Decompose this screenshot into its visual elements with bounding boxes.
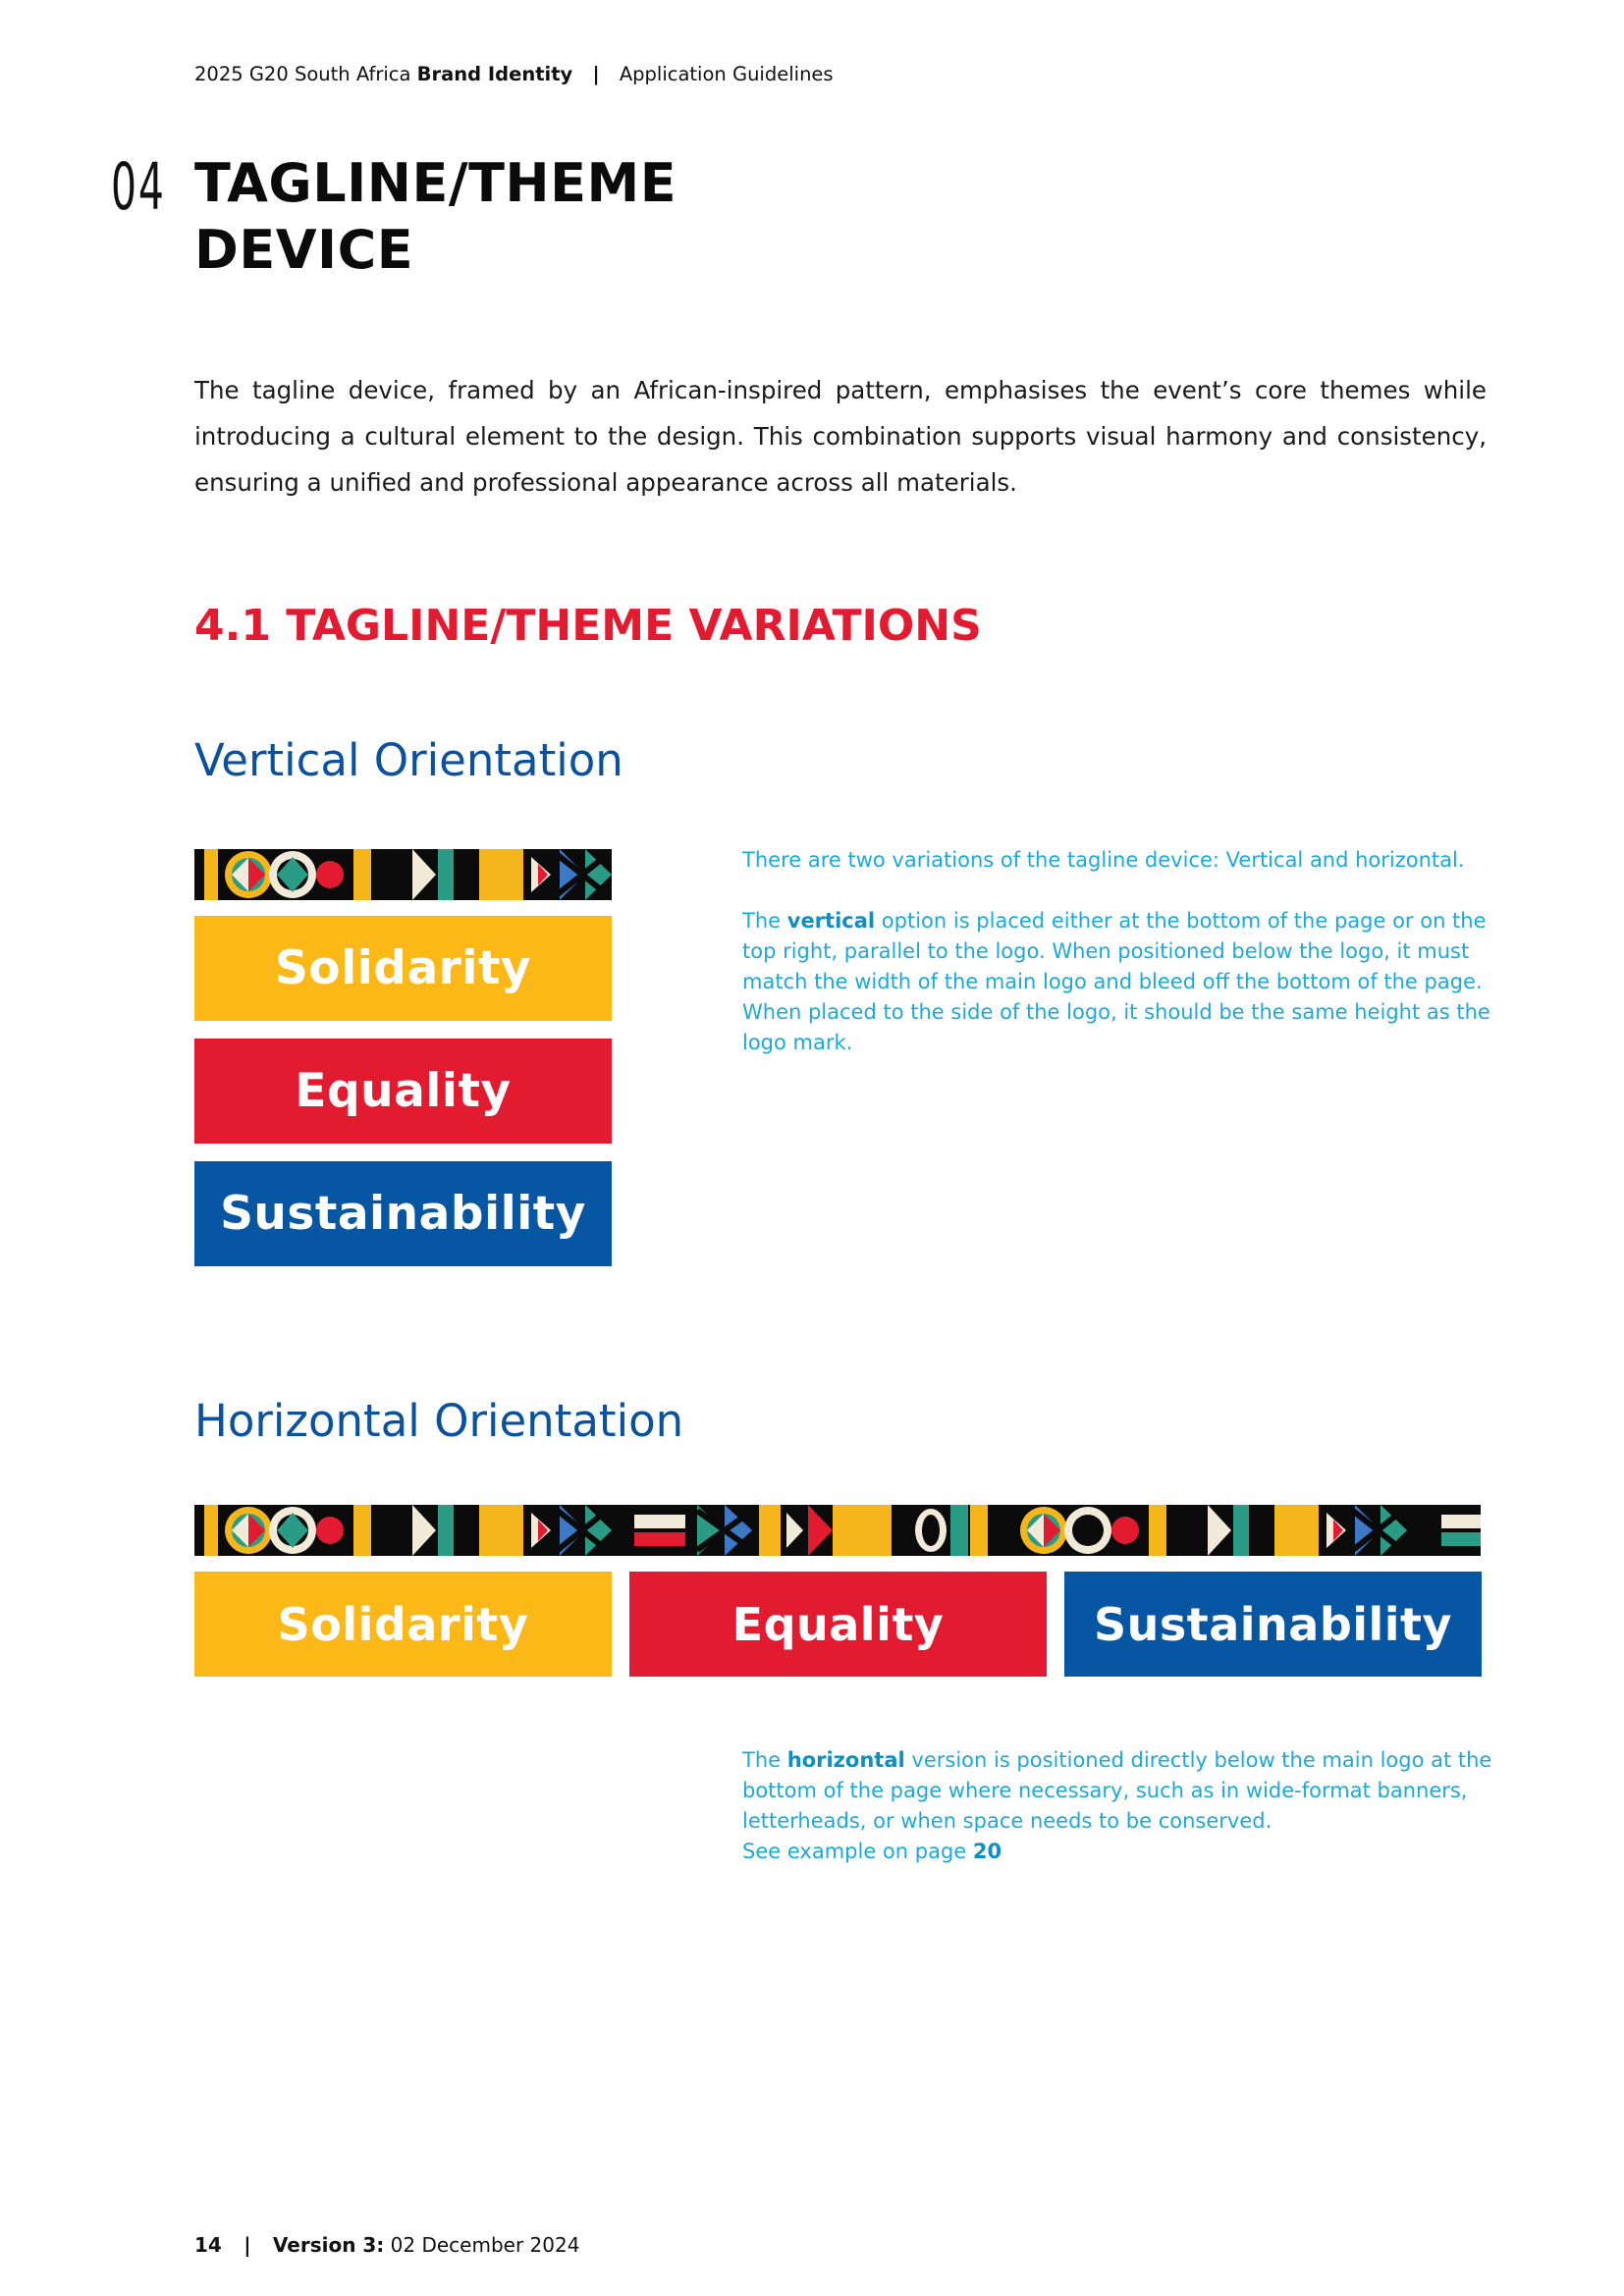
tag-bar-equality-horizontal: Equality [629, 1572, 1047, 1677]
header-prefix: 2025 G20 South Africa [194, 63, 411, 85]
see-example-text: See example on page [742, 1840, 967, 1863]
footer-separator: | [244, 2233, 251, 2257]
horizontal-note-para [742, 1745, 1498, 1837]
header-brand: Brand Identity [416, 63, 573, 85]
tag-bar-solidarity-horizontal: Solidarity [194, 1572, 612, 1677]
page-number: 14 [194, 2233, 222, 2257]
vertical-note-line1: There are two variations of the tagline device: Vertical and horizontal. [742, 848, 1465, 872]
header-subtitle: Application Guidelines [619, 63, 834, 85]
header-separator: | [592, 63, 600, 85]
horizontal-note [742, 1745, 1498, 1867]
vertical-note-post: option is placed either at the bottom of the page or on the top right, parallel to the logo. When positioned below the logo, it must match the width of the main logo and bleed off the bottom of the page. When placed to the side of the logo, it should be the same height as the logo mark. [742, 909, 1490, 1054]
tag-bar-sustainability-horizontal: Sustainability [1064, 1572, 1482, 1677]
version-date: 02 December 2024 [390, 2233, 580, 2257]
section-number: 04 [111, 149, 166, 225]
tag-bar-equality: Equality [194, 1039, 612, 1144]
section-title-line2: DEVICE [194, 219, 414, 281]
vertical-note [742, 845, 1498, 1058]
vertical-note-para2 [742, 906, 1498, 1058]
version-label: Version 3: [272, 2233, 385, 2257]
vertical-note-pre: The [742, 909, 782, 933]
african-pattern-horizontal [194, 1505, 1481, 1556]
african-pattern-vertical [194, 849, 612, 900]
tag-bar-sustainability: Sustainability [194, 1161, 612, 1266]
horizontal-note-pre: The [742, 1748, 782, 1772]
horizontal-note-see [742, 1837, 1498, 1867]
subsection-heading: 4.1 TAGLINE/THEME VARIATIONS [194, 601, 982, 651]
page-footer [194, 2233, 579, 2257]
section-title-line1: TAGLINE/THEME [194, 152, 677, 214]
tag-bar-solidarity: Solidarity [194, 916, 612, 1021]
running-header [194, 63, 834, 85]
intro-paragraph: The tagline device, framed by an African-inspired pattern, emphasises the event’s core themes while introducing a cultural element to the design. This combination supports visual harmony and consistency, ensuring a unified and professional appearance across all materials. [194, 376, 1487, 497]
see-example-page-link[interactable]: 20 [972, 1840, 1002, 1863]
vertical-note-bold: vertical [786, 909, 876, 933]
section-title [194, 150, 980, 284]
horizontal-note-post: version is positioned directly below the main logo at the bottom of the page where necessary, such as in wide-format banners, letterheads, or when space needs to be conserved. [742, 1748, 1492, 1833]
vertical-orientation-heading: Vertical Orientation [194, 734, 623, 786]
horizontal-note-bold: horizontal [786, 1748, 905, 1772]
horizontal-orientation-heading: Horizontal Orientation [194, 1395, 684, 1447]
